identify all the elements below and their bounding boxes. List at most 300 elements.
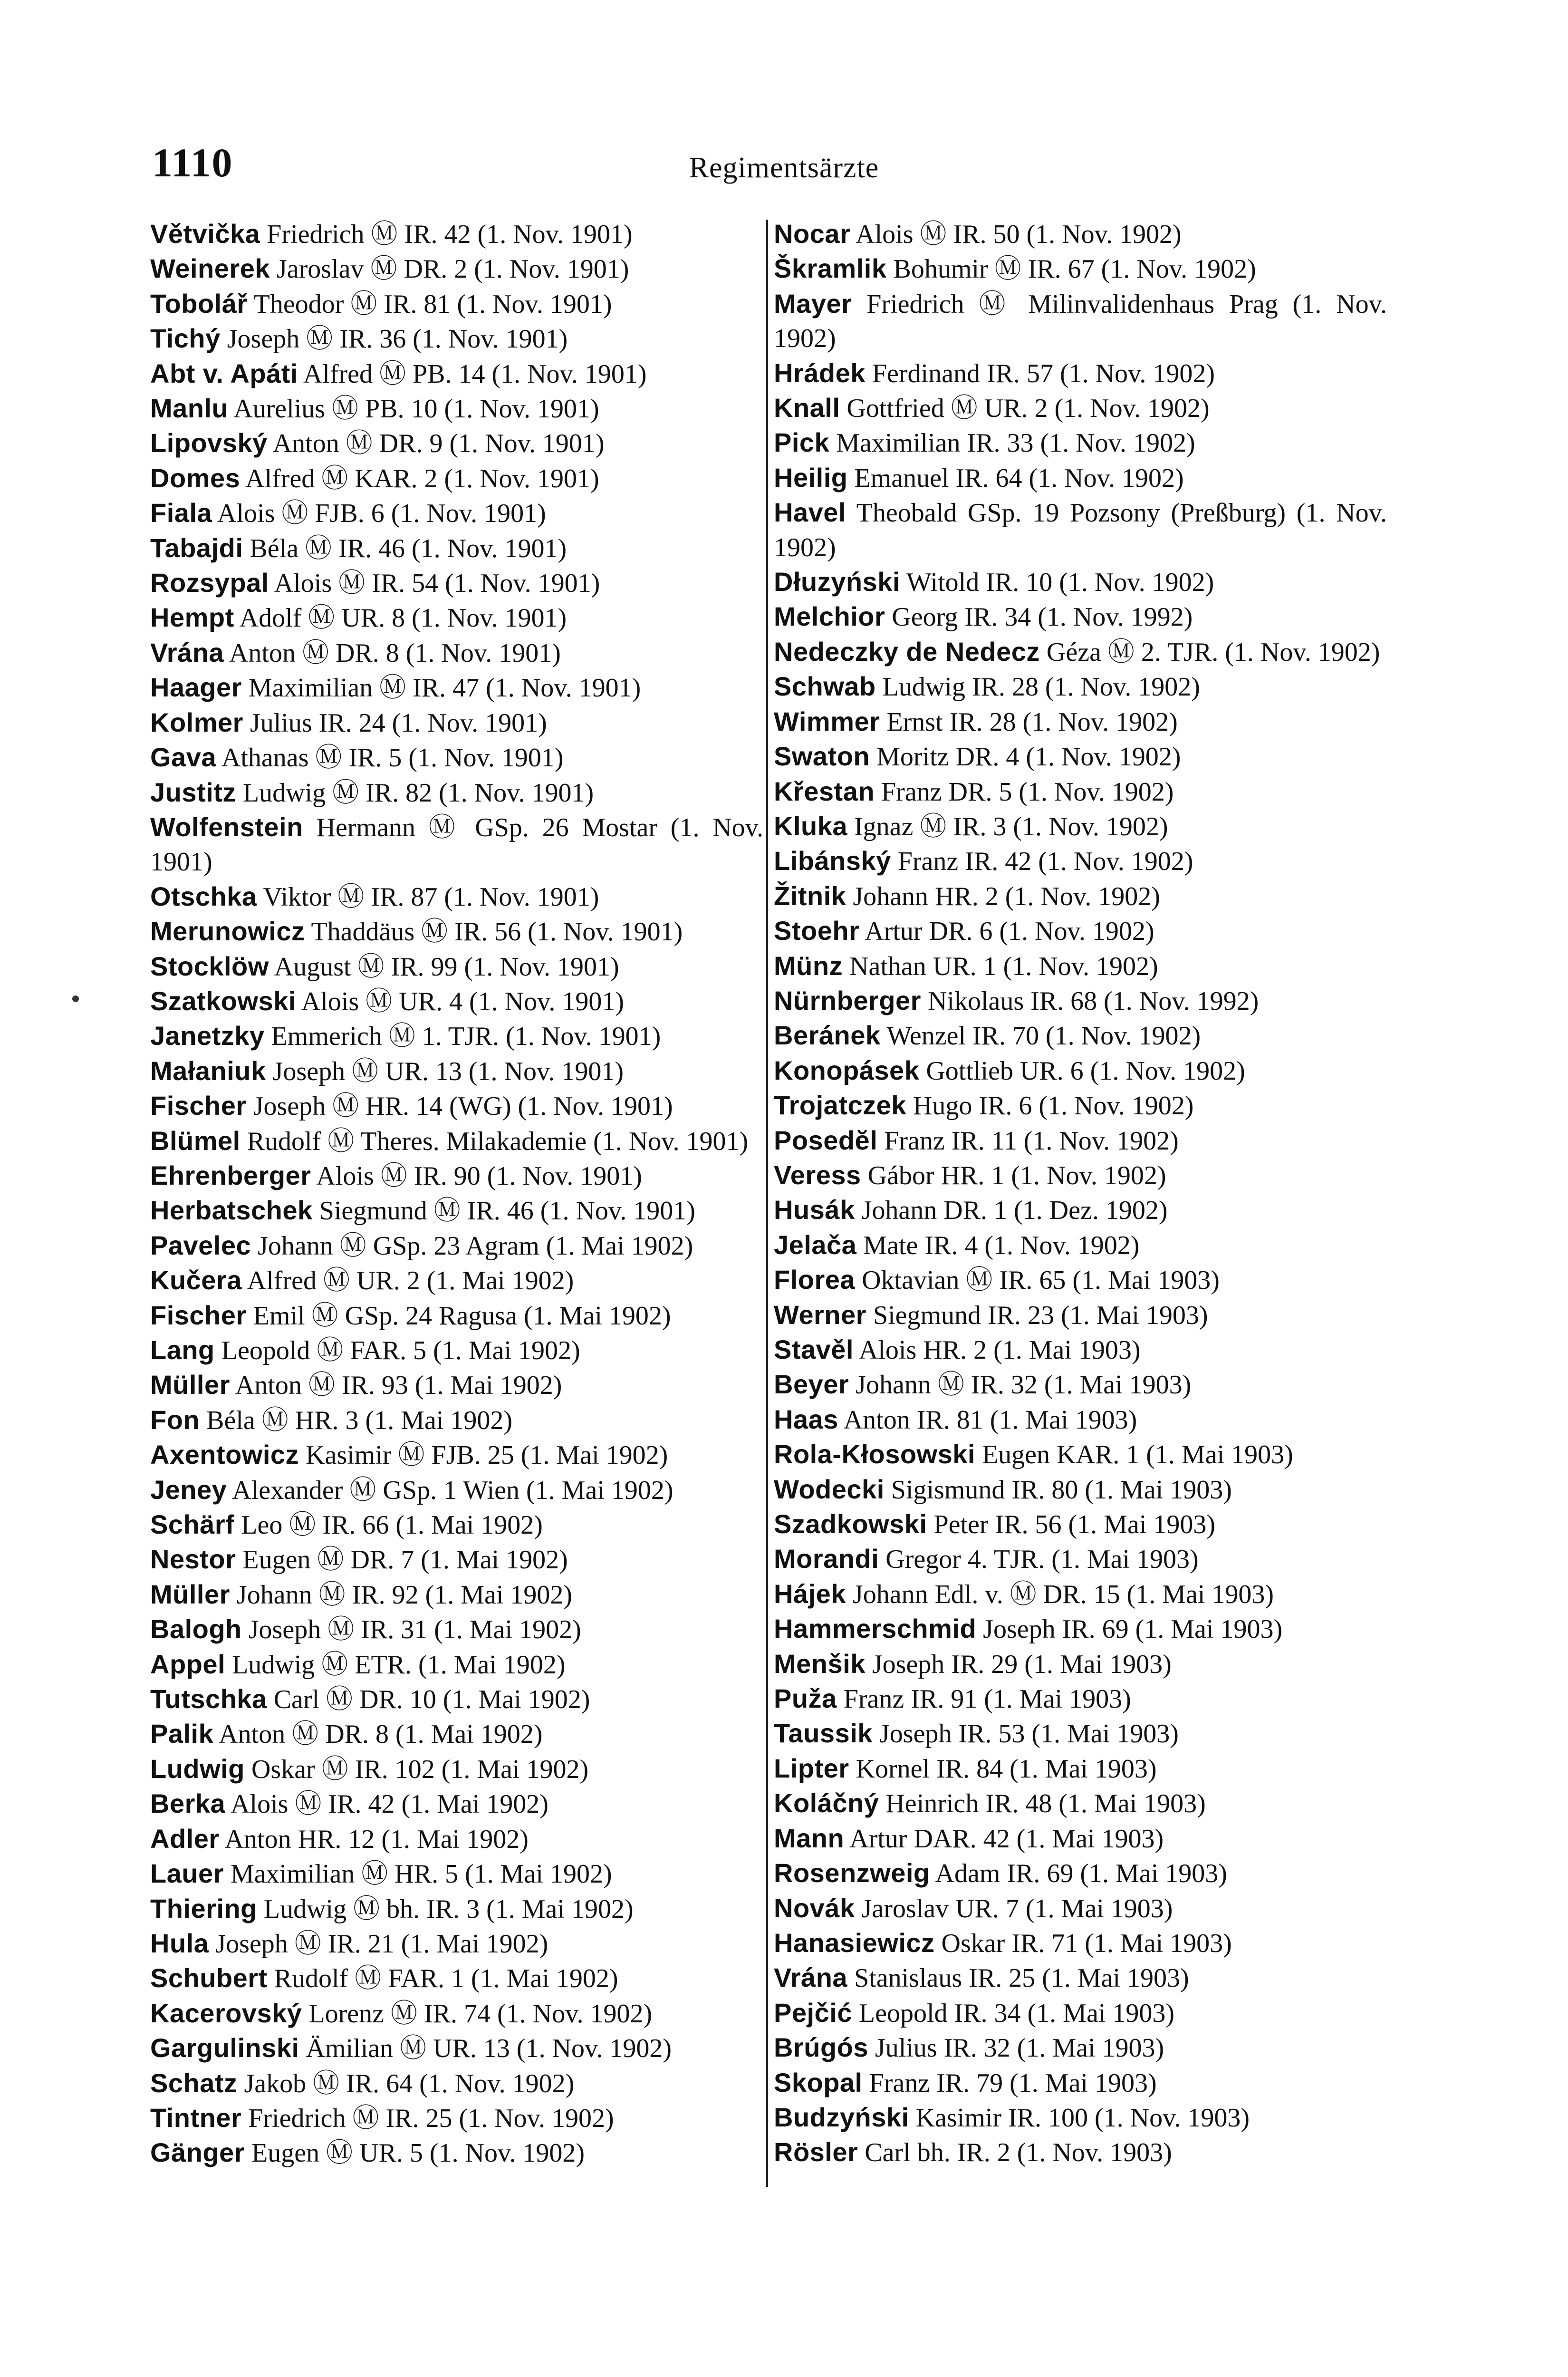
entry-details: Eugen Ⓜ UR. 5 (1. Nov. 1902) [251, 2138, 585, 2168]
entry-details: Theobald GSp. 19 Pozsony (Preßburg) (1. Nov. 1902) [774, 498, 1387, 562]
entry-details: Leopold Ⓜ FAR. 5 (1. Mai 1902) [221, 1336, 580, 1365]
entry-details: Gábor HR. 1 (1. Nov. 1902) [867, 1160, 1166, 1190]
list-item [150, 357, 763, 391]
entry-details: Johann Ⓜ GSp. 23 Agram (1. Mai 1902) [258, 1231, 693, 1261]
entry-surname: Abt v. Apáti [150, 358, 298, 388]
list-item [774, 635, 1387, 669]
list-item [774, 809, 1387, 844]
entry-surname: Posedĕl [774, 1125, 878, 1155]
entry-details: Gregor 4. TJR. (1. Mai 1903) [885, 1545, 1199, 1575]
list-item [150, 636, 763, 670]
list-item [774, 1298, 1387, 1333]
entry-details: Ludwig Ⓜ bh. IR. 3 (1. Mai 1902) [263, 1894, 634, 1924]
entry-surname: Křestan [774, 776, 875, 806]
entry-surname: Žitnik [774, 880, 847, 911]
list-item [774, 1437, 1387, 1472]
entry-surname: Knall [774, 393, 840, 423]
entry-details: Alois Ⓜ IR. 54 (1. Nov. 1901) [274, 569, 600, 599]
entry-details: Alois HR. 2 (1. Mai 1903) [858, 1335, 1141, 1365]
list-item [150, 1193, 763, 1228]
entry-details: Friedrich Ⓜ IR. 42 (1. Nov. 1901) [267, 220, 633, 249]
list-item [774, 1088, 1387, 1123]
entry-surname: Kacerovský [150, 1998, 302, 2028]
list-item [774, 669, 1387, 704]
entry-details: Carl Ⓜ DR. 10 (1. Mai 1902) [273, 1685, 590, 1715]
list-item [150, 1961, 763, 1996]
list-item [150, 2101, 763, 2135]
entry-surname: Novák [774, 1893, 855, 1923]
entry-details: Gottlieb UR. 6 (1. Nov. 1902) [926, 1056, 1245, 1086]
list-item [150, 2031, 763, 2066]
entry-surname: Havel [774, 497, 846, 528]
entry-details: Alois Ⓜ IR. 90 (1. Nov. 1901) [316, 1161, 642, 1191]
entry-details: Theodor Ⓜ IR. 81 (1. Nov. 1901) [253, 289, 612, 319]
entry-surname: Ehrenberger [150, 1160, 311, 1190]
entry-details: Julius IR. 24 (1. Nov. 1901) [250, 708, 547, 738]
entry-details: Oskar IR. 71 (1. Mai 1903) [941, 1928, 1232, 1958]
entry-surname: Swaton [774, 741, 870, 772]
entry-details: Johann DR. 1 (1. Dez. 1902) [861, 1196, 1168, 1226]
entry-details: Leo Ⓜ IR. 66 (1. Mai 1902) [241, 1510, 543, 1540]
entry-surname: Veress [774, 1160, 861, 1190]
entry-details: Joseph Ⓜ UR. 13 (1. Nov. 1901) [272, 1056, 624, 1086]
entry-surname: Hanasiewicz [774, 1927, 935, 1958]
entry-surname: Wolfenstein [150, 812, 303, 842]
list-item [150, 2135, 763, 2170]
list-item [150, 1787, 763, 1821]
entry-surname: Fon [150, 1404, 200, 1435]
entry-details: Nathan UR. 1 (1. Nov. 1902) [849, 951, 1158, 981]
list-item [774, 2030, 1387, 2065]
entry-surname: Lang [150, 1335, 215, 1365]
entry-details: Joseph Ⓜ IR. 21 (1. Mai 1902) [215, 1929, 548, 1959]
list-item [150, 1263, 763, 1298]
entry-details: Heinrich IR. 48 (1. Mai 1903) [885, 1789, 1206, 1819]
entry-details: Athanas Ⓜ IR. 5 (1. Nov. 1901) [221, 743, 564, 773]
entry-surname: Ludwig [150, 1753, 245, 1784]
list-item [150, 810, 763, 879]
list-item [150, 1124, 763, 1159]
list-item [150, 670, 763, 705]
entry-details: Alois Ⓜ UR. 4 (1. Nov. 1901) [301, 986, 625, 1016]
entry-surname: Melchior [774, 601, 885, 632]
entry-details: Kasimir IR. 100 (1. Nov. 1903) [915, 2103, 1250, 2133]
entry-surname: Fischer [150, 1091, 247, 1121]
entry-surname: Libánský [774, 846, 891, 876]
entry-details: Franz IR. 79 (1. Mai 1903) [869, 2068, 1157, 2098]
list-item [150, 1333, 763, 1368]
entry-details: Friedrich Ⓜ IR. 25 (1. Nov. 1902) [248, 2103, 614, 2133]
entry-details: Nikolaus IR. 68 (1. Nov. 1992) [927, 986, 1259, 1016]
list-item [774, 1053, 1387, 1088]
entry-surname: Lipter [774, 1753, 849, 1783]
list-item [150, 600, 763, 635]
list-item [774, 1577, 1387, 1612]
entry-surname: Florea [774, 1265, 856, 1295]
entry-surname: Tintner [150, 2102, 242, 2133]
entry-details: Sigismund IR. 80 (1. Mai 1903) [891, 1475, 1232, 1505]
list-item [774, 774, 1387, 809]
entry-details: Julius IR. 32 (1. Mai 1903) [875, 2033, 1164, 2063]
list-item [774, 356, 1387, 391]
entry-surname: Vrána [150, 637, 224, 667]
list-item [774, 879, 1387, 914]
list-item [150, 1752, 763, 1787]
entry-details: Gottfried Ⓜ UR. 2 (1. Nov. 1902) [847, 394, 1210, 424]
entry-details: Alfred Ⓜ PB. 14 (1. Nov. 1901) [303, 359, 647, 389]
list-item [150, 1228, 763, 1263]
entry-details: Franz DR. 5 (1. Nov. 1902) [881, 777, 1174, 807]
entry-details: Ludwig Ⓜ ETR. (1. Mai 1902) [232, 1650, 566, 1680]
list-item [774, 1856, 1387, 1891]
entry-surname: Taussik [774, 1718, 873, 1749]
entry-surname: Škramlik [774, 253, 887, 284]
list-item [774, 461, 1387, 495]
list-item [774, 1961, 1387, 1995]
entry-surname: Tobolář [150, 288, 248, 319]
entry-details: Franz IR. 42 (1. Nov. 1902) [897, 847, 1193, 877]
entry-details: Thaddäus Ⓜ IR. 56 (1. Nov. 1901) [311, 917, 683, 947]
column-divider [766, 220, 768, 2187]
entry-surname: Adler [150, 1823, 220, 1854]
entry-details: Béla Ⓜ IR. 46 (1. Nov. 1901) [250, 533, 567, 563]
entry-details: Leopold IR. 34 (1. Mai 1903) [858, 1998, 1175, 2028]
list-item [150, 251, 763, 286]
entry-surname: Szatkowski [150, 986, 296, 1016]
list-item [774, 1751, 1387, 1786]
entry-details: Siegmund Ⓜ IR. 46 (1. Nov. 1901) [319, 1196, 695, 1226]
entry-surname: Hempt [150, 602, 234, 633]
list-item [774, 565, 1387, 599]
entry-surname: Gava [150, 742, 216, 773]
list-item [774, 1821, 1387, 1856]
entry-details: Alfred Ⓜ UR. 2 (1. Mai 1902) [247, 1266, 574, 1296]
entry-surname: Vrána [774, 1962, 848, 1993]
entry-surname: Balogh [150, 1614, 242, 1644]
entry-surname: Rösler [774, 2137, 858, 2167]
entry-details: Johann HR. 2 (1. Nov. 1902) [853, 881, 1160, 911]
entry-surname: Beyer [774, 1369, 849, 1400]
entry-details: Maximilian Ⓜ HR. 5 (1. Mai 1902) [231, 1859, 612, 1889]
list-item [150, 914, 763, 949]
list-item [774, 217, 1387, 251]
entry-details: Stanislaus IR. 25 (1. Mai 1903) [854, 1963, 1189, 1993]
entry-surname: Trojatczek [774, 1090, 906, 1121]
entry-surname: Konopásek [774, 1055, 920, 1085]
entry-details: Friedrich Ⓜ Milinvalidenhaus Prag (1. Nov. 1902) [774, 289, 1387, 354]
entry-details: Alois Ⓜ IR. 42 (1. Mai 1902) [231, 1789, 548, 1819]
list-item [150, 391, 763, 426]
entry-surname: Axentowicz [150, 1440, 299, 1470]
list-item [774, 1472, 1387, 1507]
entry-details: Ludwig Ⓜ IR. 82 (1. Nov. 1901) [242, 778, 594, 808]
list-item [150, 1822, 763, 1856]
list-item [150, 879, 763, 914]
entry-surname: Schubert [150, 1963, 268, 1993]
entry-details: Oktavian Ⓜ IR. 65 (1. Mai 1903) [862, 1266, 1220, 1295]
list-item [774, 1647, 1387, 1681]
list-item [774, 1263, 1387, 1297]
entry-details: Johann Edl. v. Ⓜ DR. 15 (1. Mai 1903) [852, 1579, 1274, 1609]
entry-details: Kornel IR. 84 (1. Mai 1903) [856, 1754, 1157, 1784]
entry-details: Emanuel IR. 64 (1. Nov. 1902) [854, 463, 1184, 493]
entry-details: Alois Ⓜ IR. 50 (1. Nov. 1902) [856, 220, 1182, 249]
entry-surname: Beránek [774, 1020, 881, 1051]
list-item [150, 1542, 763, 1577]
entry-details: Georg IR. 34 (1. Nov. 1992) [892, 602, 1193, 632]
list-item [774, 1681, 1387, 1716]
entry-surname: Pavelec [150, 1230, 251, 1260]
entry-surname: Nestor [150, 1544, 236, 1575]
entry-surname: Merunowicz [150, 916, 305, 947]
entry-details: Ämilian Ⓜ UR. 13 (1. Nov. 1902) [306, 2034, 672, 2064]
entry-details: Johann Ⓜ IR. 32 (1. Mai 1903) [856, 1370, 1192, 1400]
entry-surname: Tabajdi [150, 532, 243, 563]
entry-details: Artur DR. 6 (1. Nov. 1902) [865, 917, 1154, 947]
list-item [150, 740, 763, 775]
left-column [150, 217, 763, 2171]
entry-details: Joseph Ⓜ IR. 36 (1. Nov. 1901) [227, 324, 568, 354]
list-item [150, 1856, 763, 1891]
list-item [150, 1403, 763, 1438]
right-column [774, 217, 1387, 2170]
entry-surname: Schärf [150, 1509, 235, 1540]
entry-details: Franz IR. 11 (1. Nov. 1902) [884, 1126, 1179, 1156]
entry-surname: Kolmer [150, 707, 243, 737]
list-item [150, 1159, 763, 1193]
list-item [774, 984, 1387, 1018]
entry-surname: Dłuzyński [774, 567, 900, 597]
list-item [774, 1507, 1387, 1542]
list-item [150, 1577, 763, 1612]
entry-details: Joseph IR. 29 (1. Mai 1903) [872, 1649, 1172, 1679]
list-item [150, 1612, 763, 1647]
entry-surname: Jelača [774, 1229, 857, 1260]
entry-details: Viktor Ⓜ IR. 87 (1. Nov. 1901) [263, 882, 599, 912]
entry-details: Anton Ⓜ DR. 8 (1. Nov. 1901) [229, 638, 561, 668]
list-item [150, 984, 763, 1019]
entry-details: Peter IR. 56 (1. Mai 1903) [933, 1510, 1216, 1540]
entry-surname: Nedeczky de Nedecz [774, 636, 1040, 667]
entry-details: Jaroslav UR. 7 (1. Mai 1903) [861, 1894, 1173, 1923]
entry-details: Alfred Ⓜ KAR. 2 (1. Nov. 1901) [245, 464, 599, 493]
entry-surname: Gargulinski [150, 2033, 299, 2063]
entry-surname: Werner [774, 1299, 866, 1330]
entry-details: Rudolf Ⓜ FAR. 1 (1. Mai 1902) [274, 1964, 618, 1994]
list-item [150, 1438, 763, 1472]
list-item [774, 844, 1387, 879]
list-item [774, 1996, 1387, 2030]
entry-details: Ferdinand IR. 57 (1. Nov. 1902) [872, 358, 1215, 388]
entry-surname: Tutschka [150, 1684, 267, 1714]
entry-surname: Kučera [150, 1265, 242, 1295]
list-item [774, 1891, 1387, 1926]
list-item [150, 1089, 763, 1123]
entry-surname: Lipovský [150, 428, 268, 458]
entry-surname: Weinerek [150, 253, 270, 284]
entry-surname: Janetzky [150, 1021, 265, 1051]
list-item [150, 426, 763, 461]
list-item [774, 1716, 1387, 1751]
entry-details: Maximilian IR. 33 (1. Nov. 1902) [836, 428, 1195, 458]
list-item [150, 461, 763, 496]
entry-surname: Nocar [774, 219, 851, 249]
entry-surname: Thiering [150, 1893, 257, 1923]
list-item [774, 425, 1387, 460]
entry-details: Béla Ⓜ HR. 3 (1. Mai 1902) [206, 1405, 513, 1435]
list-item [774, 495, 1387, 565]
entry-surname: Rola-Kłosowski [774, 1439, 975, 1469]
running-head: Regimentsärzte [689, 152, 879, 184]
entry-surname: Haas [774, 1404, 838, 1434]
entry-details: Adam IR. 69 (1. Mai 1903) [935, 1859, 1227, 1889]
entry-details: Adolf Ⓜ UR. 8 (1. Nov. 1901) [239, 603, 567, 633]
entry-details: Hugo IR. 6 (1. Nov. 1902) [913, 1091, 1194, 1121]
entry-surname: Müller [150, 1370, 230, 1400]
entry-surname: Schatz [150, 2068, 238, 2098]
entry-details: Joseph IR. 69 (1. Mai 1903) [983, 1614, 1283, 1644]
entry-surname: Stavěl [774, 1334, 854, 1364]
entry-surname: Wimmer [774, 706, 880, 736]
list-item [774, 914, 1387, 948]
list-item [774, 391, 1387, 425]
entry-details: Ignaz Ⓜ IR. 3 (1. Nov. 1902) [854, 812, 1168, 841]
list-item [150, 496, 763, 531]
entry-surname: Husák [774, 1195, 855, 1225]
entry-surname: Stocklöw [150, 951, 269, 981]
entry-surname: Gänger [150, 2137, 245, 2168]
entry-surname: Schwab [774, 671, 876, 702]
entry-details: Johann Ⓜ IR. 92 (1. Mai 1902) [236, 1580, 573, 1610]
list-item [774, 1612, 1387, 1646]
entry-surname: Heilig [774, 462, 848, 493]
list-item [150, 217, 763, 251]
list-item [150, 1368, 763, 1402]
list-item [150, 1892, 763, 1926]
entry-surname: Domes [150, 463, 240, 493]
entry-surname: Skopal [774, 2067, 863, 2097]
list-item [150, 1926, 763, 1961]
entry-surname: Budzyński [774, 2102, 909, 2132]
entry-details: Jaroslav Ⓜ DR. 2 (1. Nov. 1901) [276, 254, 629, 284]
list-item [150, 2066, 763, 2101]
list-item [774, 1123, 1387, 1158]
list-item [774, 1158, 1387, 1193]
entry-details: Joseph Ⓜ HR. 14 (WG) (1. Nov. 1901) [253, 1092, 673, 1121]
entry-surname: Haager [150, 672, 242, 703]
entry-surname: Pejčić [774, 1997, 852, 2028]
list-item [150, 1647, 763, 1682]
entry-details: Lorenz Ⓜ IR. 74 (1. Nov. 1902) [308, 1999, 653, 2029]
list-item [774, 1542, 1387, 1576]
entry-surname: Münz [774, 950, 843, 981]
entry-surname: Tichý [150, 323, 221, 354]
entry-surname: Małaniuk [150, 1055, 266, 1086]
list-item [774, 1193, 1387, 1227]
list-item [150, 1054, 763, 1089]
list-item [150, 949, 763, 984]
entry-surname: Fiala [150, 498, 212, 528]
entry-surname: Müller [150, 1579, 230, 1609]
entry-details: Alois Ⓜ FJB. 6 (1. Nov. 1901) [217, 499, 546, 529]
entry-surname: Kluka [774, 811, 847, 841]
entry-details: Alexander Ⓜ GSp. 1 Wien (1. Mai 1902) [232, 1475, 673, 1505]
entry-details: Maximilian Ⓜ IR. 47 (1. Nov. 1901) [248, 673, 641, 703]
entry-details: Bohumir Ⓜ IR. 67 (1. Nov. 1902) [893, 254, 1256, 284]
list-item [150, 775, 763, 810]
entry-details: Ludwig IR. 28 (1. Nov. 1902) [882, 672, 1200, 702]
entry-surname: Stoehr [774, 916, 860, 946]
entry-surname: Hrádek [774, 358, 866, 388]
list-item [774, 1402, 1387, 1437]
entry-surname: Koláčný [774, 1788, 879, 1818]
entry-surname: Blümel [150, 1125, 240, 1156]
entry-details: Carl bh. IR. 2 (1. Nov. 1903) [865, 2138, 1172, 2168]
entry-details: Anton HR. 12 (1. Mai 1902) [224, 1824, 529, 1854]
entry-details: Rudolf Ⓜ Theres. Milakademie (1. Nov. 1901) [247, 1126, 749, 1156]
entry-details: Aurelius Ⓜ PB. 10 (1. Nov. 1901) [233, 394, 599, 424]
list-item [150, 1682, 763, 1717]
entry-surname: Hammerschmid [774, 1614, 977, 1644]
entry-surname: Justitz [150, 777, 236, 807]
entry-details: Anton Ⓜ DR. 8 (1. Mai 1902) [219, 1720, 543, 1749]
entry-surname: Jeney [150, 1474, 227, 1505]
entry-surname: Wodecki [774, 1474, 885, 1504]
entry-details: August Ⓜ IR. 99 (1. Nov. 1901) [274, 952, 619, 982]
entry-details: Hermann Ⓜ GSp. 26 Mostar (1. Nov. 1901) [150, 812, 764, 877]
entry-surname: Morandi [774, 1544, 879, 1574]
entry-surname: Manlu [150, 393, 229, 424]
entry-surname: Mayer [774, 288, 852, 319]
list-item [774, 599, 1387, 634]
entry-details: Anton IR. 81 (1. Mai 1903) [843, 1405, 1137, 1435]
list-item [774, 1367, 1387, 1402]
entry-details: Oskar Ⓜ IR. 102 (1. Mai 1902) [251, 1754, 589, 1784]
list-item [774, 1786, 1387, 1821]
entry-details: Joseph IR. 53 (1. Mai 1903) [879, 1719, 1179, 1749]
entry-details: Eugen KAR. 1 (1. Mai 1903) [981, 1440, 1293, 1470]
entry-surname: Větvička [150, 219, 260, 249]
list-item [774, 1333, 1387, 1367]
entry-surname: Rosenzweig [774, 1858, 930, 1888]
list-item [774, 1228, 1387, 1263]
list-item [150, 287, 763, 321]
page-number: 1110 [152, 140, 233, 185]
entry-details: Eugen Ⓜ DR. 7 (1. Mai 1902) [242, 1545, 568, 1575]
entry-surname: Hula [150, 1928, 209, 1958]
entry-surname: Brúgós [774, 2032, 868, 2063]
entry-surname: Otschka [150, 881, 257, 911]
list-item [150, 321, 763, 356]
entry-details: Wenzel IR. 70 (1. Nov. 1902) [886, 1021, 1201, 1051]
margin-mark [72, 995, 79, 1002]
entry-surname: Menšik [774, 1648, 866, 1679]
list-item [150, 1996, 763, 2031]
entry-details: Joseph Ⓜ IR. 31 (1. Mai 1902) [248, 1615, 581, 1645]
entry-surname: Berka [150, 1788, 226, 1819]
entry-details: Witold IR. 10 (1. Nov. 1902) [906, 568, 1214, 598]
list-item [774, 2100, 1387, 2135]
list-item [150, 531, 763, 566]
entry-details: Kasimir Ⓜ FJB. 25 (1. Mai 1902) [306, 1440, 668, 1470]
entry-surname: Fischer [150, 1300, 247, 1330]
entry-details: Anton Ⓜ DR. 9 (1. Nov. 1901) [272, 429, 605, 459]
entry-details: Géza Ⓜ 2. TJR. (1. Nov. 1902) [1046, 637, 1380, 667]
entry-details: Emil Ⓜ GSp. 24 Ragusa (1. Mai 1902) [253, 1301, 671, 1331]
entry-surname: Lauer [150, 1858, 224, 1889]
list-item [150, 1507, 763, 1542]
entry-details: Franz IR. 91 (1. Mai 1903) [843, 1684, 1131, 1714]
